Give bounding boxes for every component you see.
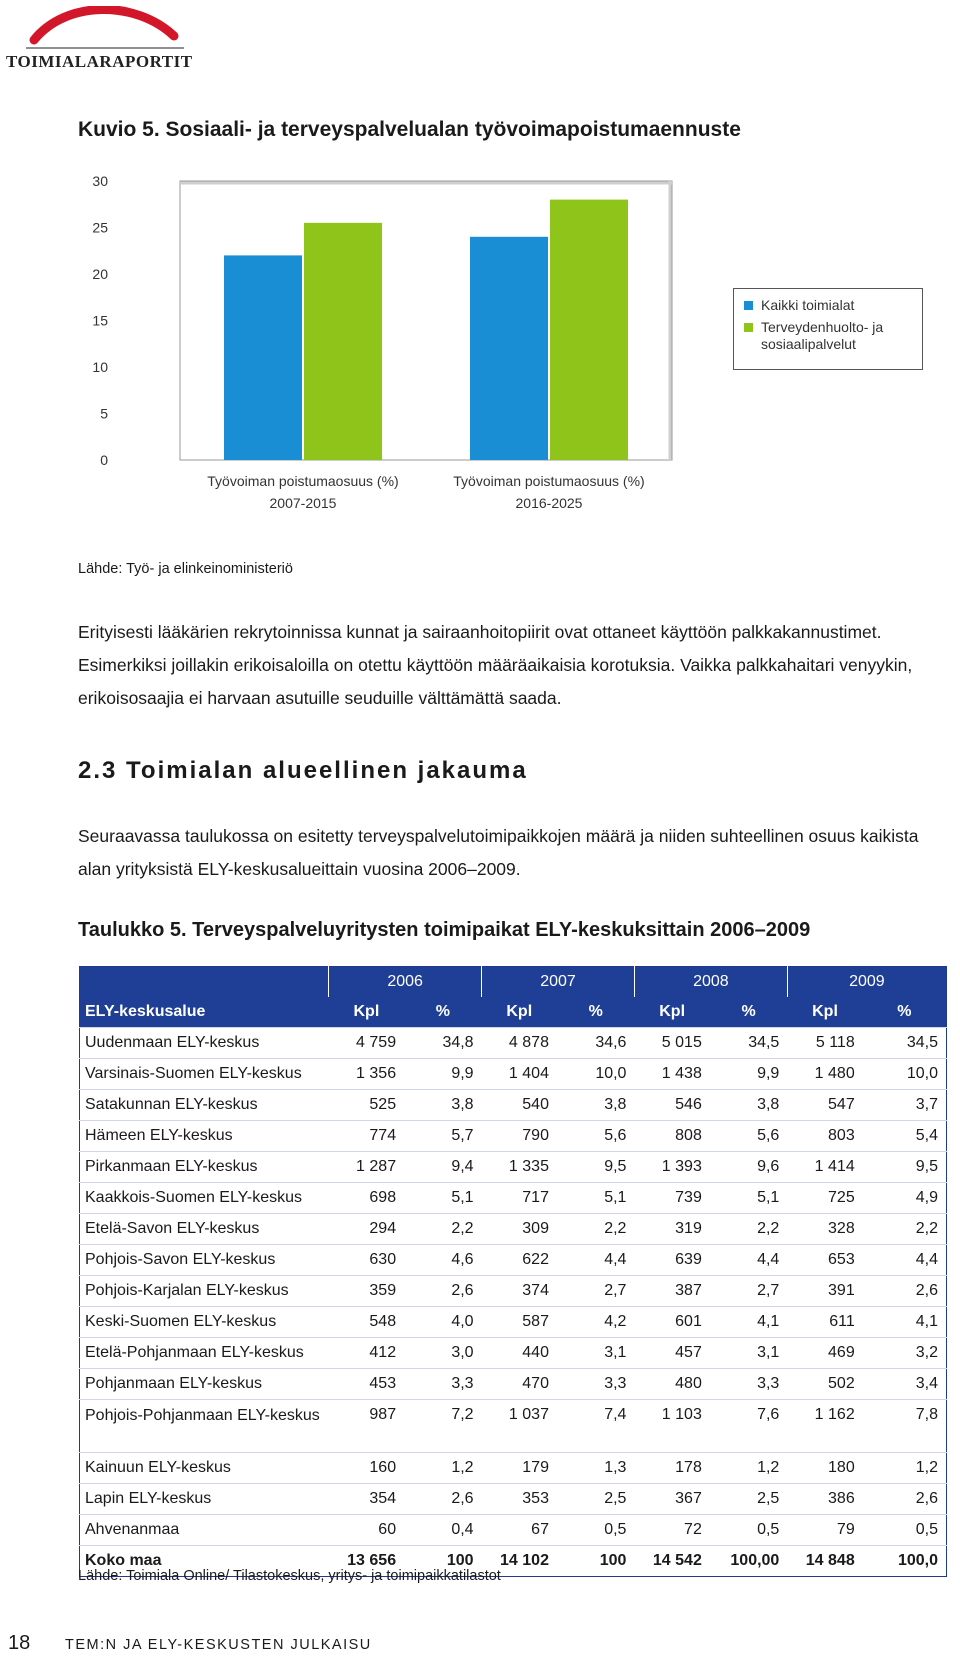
table-row (80, 1152, 947, 1183)
table-row (80, 1214, 947, 1245)
table-cell-value: 3,1 (710, 1338, 787, 1369)
table-row (80, 1028, 947, 1059)
table-cell-region: Hämeen ELY-keskus (80, 1121, 329, 1152)
table-cell-value: 3,8 (404, 1090, 481, 1121)
table-cell-value: 2,6 (404, 1276, 481, 1307)
table-cell-value: 0,5 (710, 1515, 787, 1546)
table-cell-value: 1 335 (482, 1152, 557, 1183)
column-header: Kpl (634, 997, 709, 1028)
table-title: Taulukko 5. Terveyspalveluyritysten toimipaikat ELY-keskuksittain 2006–2009 (78, 919, 811, 941)
table-cell-value: 1 037 (482, 1400, 557, 1453)
bar-2-2 (550, 200, 628, 460)
table-year-2007: 2007 (482, 967, 635, 998)
body-paragraph: Erityisesti lääkärien rekrytoinnissa kunnat ja sairaanhoitopiirit ovat ottaneet käyttöön palkkakannustimet. Esimerkiksi joillakin erikoisaloilla on otettu käyttöön määräaikaisia korotuksia. Vaikka palkkahaitari venyykin, erikoisosaajia ei harvaan asutuille seuduille välttämättä saada. (78, 622, 913, 708)
table-row (80, 1515, 947, 1546)
table-cell-value: 440 (482, 1338, 557, 1369)
table-cell-region: Pohjanmaan ELY-keskus (80, 1369, 329, 1400)
column-header: % (863, 997, 947, 1028)
table-cell-value: 5 015 (634, 1028, 709, 1059)
table-cell-value: 1 404 (482, 1059, 557, 1090)
table-cell-region: Uudenmaan ELY-keskus (80, 1028, 329, 1059)
legend-swatch-series-2 (744, 323, 753, 332)
table-cell-value: 5,6 (710, 1121, 787, 1152)
table-cell-region: Lapin ELY-keskus (80, 1484, 329, 1515)
table-row (80, 1338, 947, 1369)
y-tick-label: 25 (92, 219, 108, 236)
table-cell-value: 14 542 (634, 1546, 709, 1577)
table-cell-value: 1,2 (863, 1453, 947, 1484)
table-cell-value: 3,3 (557, 1369, 634, 1400)
table-cell-value: 9,4 (404, 1152, 481, 1183)
x-category-label: Työvoiman poistumaosuus (%) (207, 473, 399, 489)
table-year-header (80, 967, 947, 998)
table-row (80, 1059, 947, 1090)
table-cell-value: 160 (329, 1453, 404, 1484)
table-cell-region: Varsinais-Suomen ELY-keskus (80, 1059, 329, 1090)
table-cell-value: 5,1 (404, 1183, 481, 1214)
table-cell-value: 14 102 (482, 1546, 557, 1577)
table-cell-value: 480 (634, 1369, 709, 1400)
table-row (80, 1121, 947, 1152)
table-row (80, 1245, 947, 1276)
table-cell-value: 698 (329, 1183, 404, 1214)
table-cell-value: 502 (787, 1369, 862, 1400)
logo-arc-icon (6, 6, 196, 56)
table-cell-value: 601 (634, 1307, 709, 1338)
table-cell-value: 3,3 (404, 1369, 481, 1400)
table-row (80, 1453, 947, 1484)
y-tick-label: 0 (100, 452, 108, 468)
table-cell-value: 2,2 (404, 1214, 481, 1245)
table-cell-value: 3,1 (557, 1338, 634, 1369)
table-cell-value: 0,5 (863, 1515, 947, 1546)
table-cell-region: Kaakkois-Suomen ELY-keskus (80, 1183, 329, 1214)
table-cell-value: 4,4 (557, 1245, 634, 1276)
table-cell-value: 2,7 (557, 1276, 634, 1307)
chart-source: Lähde: Työ- ja elinkeinoministeriö (78, 561, 293, 577)
table-cell-value: 717 (482, 1183, 557, 1214)
legend-label-series-1: Kaikki toimialat (761, 297, 855, 313)
table-cell-value: 34,5 (863, 1028, 947, 1059)
table-cell-region: Pohjois-Karjalan ELY-keskus (80, 1276, 329, 1307)
table-cell-value: 540 (482, 1090, 557, 1121)
table-cell-value: 5,7 (404, 1121, 481, 1152)
table-cell-value: 808 (634, 1121, 709, 1152)
y-tick-label: 30 (92, 173, 108, 189)
table-cell-value: 3,3 (710, 1369, 787, 1400)
table-cell-value: 725 (787, 1183, 862, 1214)
table-cell-value: 611 (787, 1307, 862, 1338)
column-header: % (710, 997, 787, 1028)
table-cell-value: 470 (482, 1369, 557, 1400)
column-header: ELY-keskusalue (80, 997, 329, 1028)
table-cell-value: 2,5 (557, 1484, 634, 1515)
table-source: Lähde: Toimiala Online/ Tilastokeskus, yritys- ja toimipaikkatilastot (78, 1568, 501, 1584)
table-cell-value: 4 878 (482, 1028, 557, 1059)
table-cell-value: 453 (329, 1369, 404, 1400)
page-number: 18 (8, 1632, 31, 1654)
table-column-header (80, 997, 947, 1028)
table-cell-value: 1 480 (787, 1059, 862, 1090)
table-cell-value: 1 414 (787, 1152, 862, 1183)
table-year-2006: 2006 (329, 967, 482, 998)
x-category-label: 2016-2025 (515, 495, 583, 511)
table-row (80, 1090, 947, 1121)
table-cell-value: 100,00 (710, 1546, 787, 1577)
table-cell-region: Pohjois-Pohjanmaan ELY-keskus (80, 1400, 329, 1453)
table-cell-value: 319 (634, 1214, 709, 1245)
table-cell-value: 60 (329, 1515, 404, 1546)
table-cell-value: 179 (482, 1453, 557, 1484)
column-header: Kpl (329, 997, 404, 1028)
table-row (80, 1183, 947, 1214)
table-row (80, 1307, 947, 1338)
bar-1-1 (224, 255, 302, 460)
table-cell-value: 622 (482, 1245, 557, 1276)
table-cell-value: 10,0 (557, 1059, 634, 1090)
table-cell-value: 2,2 (557, 1214, 634, 1245)
table-cell-value: 367 (634, 1484, 709, 1515)
table-cell-value: 100,0 (863, 1546, 947, 1577)
table-cell-region: Satakunnan ELY-keskus (80, 1090, 329, 1121)
table-cell-value: 309 (482, 1214, 557, 1245)
section-heading: 2.3 Toimialan alueellinen jakauma (78, 757, 528, 784)
table-cell-value: 72 (634, 1515, 709, 1546)
table-cell-value: 2,6 (863, 1484, 947, 1515)
bar-2-1 (304, 223, 382, 460)
footer-publication: TEM:N JA ELY-KESKUSTEN JULKAISU (65, 1637, 372, 1653)
table-cell-value: 9,5 (863, 1152, 947, 1183)
table-cell-value: 0,5 (557, 1515, 634, 1546)
table-cell-value: 1 356 (329, 1059, 404, 1090)
table-cell-value: 391 (787, 1276, 862, 1307)
column-header: Kpl (482, 997, 557, 1028)
table-cell-value: 180 (787, 1453, 862, 1484)
table-cell-value: 5,1 (710, 1183, 787, 1214)
table-cell-value: 457 (634, 1338, 709, 1369)
table-cell-value: 14 848 (787, 1546, 862, 1577)
table-cell-value: 639 (634, 1245, 709, 1276)
table-cell-region: Koko maa (80, 1546, 329, 1577)
table-cell-value: 653 (787, 1245, 862, 1276)
table-cell-region: Ahvenanmaa (80, 1515, 329, 1546)
table-cell-value: 7,4 (557, 1400, 634, 1453)
table-cell-value: 525 (329, 1090, 404, 1121)
table-cell-value: 374 (482, 1276, 557, 1307)
legend-item-series-1 (744, 297, 921, 314)
table-cell-value: 9,9 (710, 1059, 787, 1090)
table-cell-value: 546 (634, 1090, 709, 1121)
table-cell-value: 4,0 (404, 1307, 481, 1338)
table-cell-value: 4,2 (557, 1307, 634, 1338)
table-cell-value: 2,7 (710, 1276, 787, 1307)
table-cell-value: 9,9 (404, 1059, 481, 1090)
table-cell-value: 987 (329, 1400, 404, 1453)
table-cell-value: 3,0 (404, 1338, 481, 1369)
table-cell-value: 294 (329, 1214, 404, 1245)
table-cell-value: 774 (329, 1121, 404, 1152)
table-cell-value: 1 393 (634, 1152, 709, 1183)
table-cell-value: 34,5 (710, 1028, 787, 1059)
table-cell-value: 386 (787, 1484, 862, 1515)
table-cell-value: 469 (787, 1338, 862, 1369)
table-cell-value: 1,3 (557, 1453, 634, 1484)
table-cell-value: 79 (787, 1515, 862, 1546)
legend-label-series-2: Terveydenhuolto- ja sosiaalipalvelut (761, 319, 884, 352)
table-cell-value: 2,2 (710, 1214, 787, 1245)
table-cell-value: 387 (634, 1276, 709, 1307)
table-cell-value: 2,5 (710, 1484, 787, 1515)
chart-legend (733, 288, 923, 370)
table-cell-region: Kainuun ELY-keskus (80, 1453, 329, 1484)
table-cell-value: 0,4 (404, 1515, 481, 1546)
table-cell-value: 34,6 (557, 1028, 634, 1059)
table-cell-value: 547 (787, 1090, 862, 1121)
table-cell-value: 354 (329, 1484, 404, 1515)
table-cell-value: 412 (329, 1338, 404, 1369)
table-cell-value: 5,4 (863, 1121, 947, 1152)
table-cell-value: 100 (404, 1546, 481, 1577)
table-cell-region: Pohjois-Savon ELY-keskus (80, 1245, 329, 1276)
table-cell-value: 1,2 (404, 1453, 481, 1484)
table-row (80, 1369, 947, 1400)
table-cell-value: 9,6 (710, 1152, 787, 1183)
legend-item-series-2 (744, 319, 921, 353)
table-cell-region: Etelä-Savon ELY-keskus (80, 1214, 329, 1245)
table-cell-region: Pirkanmaan ELY-keskus (80, 1152, 329, 1183)
table-cell-value: 3,4 (863, 1369, 947, 1400)
table-cell-value: 1 438 (634, 1059, 709, 1090)
table-cell-value: 790 (482, 1121, 557, 1152)
table-cell-region: Etelä-Pohjanmaan ELY-keskus (80, 1338, 329, 1369)
table-cell-value: 359 (329, 1276, 404, 1307)
table-cell-value: 4,4 (863, 1245, 947, 1276)
table-cell-value: 3,8 (557, 1090, 634, 1121)
table-cell-value: 630 (329, 1245, 404, 1276)
table-cell-value: 328 (787, 1214, 862, 1245)
table-cell-value: 4,1 (863, 1307, 947, 1338)
logo (6, 6, 196, 70)
table-cell-value: 4,1 (710, 1307, 787, 1338)
table-cell-value: 3,8 (710, 1090, 787, 1121)
table-cell-value: 9,5 (557, 1152, 634, 1183)
y-tick-label: 20 (92, 266, 108, 282)
table-header-blank (80, 967, 329, 998)
table-cell-value: 803 (787, 1121, 862, 1152)
table-year-2008: 2008 (634, 967, 787, 998)
table-cell-value: 5 118 (787, 1028, 862, 1059)
table-row (80, 1484, 947, 1515)
table-cell-value: 548 (329, 1307, 404, 1338)
table-cell-value: 4,4 (710, 1245, 787, 1276)
table-year-2009: 2009 (787, 967, 946, 998)
table-cell-value: 4,6 (404, 1245, 481, 1276)
table-row (80, 1400, 947, 1453)
table-cell-value: 34,8 (404, 1028, 481, 1059)
legend-swatch-series-1 (744, 301, 753, 310)
column-header: % (404, 997, 481, 1028)
table-cell-value: 10,0 (863, 1059, 947, 1090)
body-paragraph: Seuraavassa taulukossa on esitetty terveyspalvelutoimipaikkojen määrä ja niiden suhteellinen osuus kaikista alan yrityksistä ELY-keskusalueittain vuosina 2006–2009. (78, 826, 919, 879)
figure-title: Kuvio 5. Sosiaali- ja terveyspalvelualan työvoimapoistumaennuste (78, 118, 741, 141)
x-category-label: 2007-2015 (269, 495, 337, 511)
logo-text: TOIMIALARAPORTIT (6, 52, 193, 71)
table-cell-value: 100 (557, 1546, 634, 1577)
table-cell-value: 3,2 (863, 1338, 947, 1369)
bar-1-2 (470, 237, 548, 460)
table-cell-value: 13 656 (329, 1546, 404, 1577)
table-cell-value: 4 759 (329, 1028, 404, 1059)
table-cell-value: 7,2 (404, 1400, 481, 1453)
table-cell-value: 2,6 (863, 1276, 947, 1307)
y-tick-label: 10 (92, 359, 108, 375)
column-header: Kpl (787, 997, 862, 1028)
table-cell-value: 7,8 (863, 1400, 947, 1453)
table-cell-value: 1,2 (710, 1453, 787, 1484)
y-tick-label: 15 (92, 312, 108, 329)
table-body (80, 1028, 947, 1577)
table-cell-region: Keski-Suomen ELY-keskus (80, 1307, 329, 1338)
table-cell-value: 739 (634, 1183, 709, 1214)
table-cell-value: 2,6 (404, 1484, 481, 1515)
table-cell-value: 67 (482, 1515, 557, 1546)
table-cell-value: 1 162 (787, 1400, 862, 1453)
y-tick-label: 5 (100, 405, 108, 422)
table-cell-value: 178 (634, 1453, 709, 1484)
table-cell-value: 587 (482, 1307, 557, 1338)
table-cell-value: 7,6 (710, 1400, 787, 1453)
table-cell-value: 5,1 (557, 1183, 634, 1214)
table-cell-value: 2,2 (863, 1214, 947, 1245)
table-cell-value: 3,7 (863, 1090, 947, 1121)
table-cell-value: 1 287 (329, 1152, 404, 1183)
table-cell-value: 1 103 (634, 1400, 709, 1453)
x-category-label: Työvoiman poistumaosuus (%) (453, 473, 645, 489)
column-header: % (557, 997, 634, 1028)
table-cell-value: 5,6 (557, 1121, 634, 1152)
table-cell-value: 4,9 (863, 1183, 947, 1214)
table-row (80, 1276, 947, 1307)
data-table (79, 966, 947, 1577)
table-cell-value: 353 (482, 1484, 557, 1515)
